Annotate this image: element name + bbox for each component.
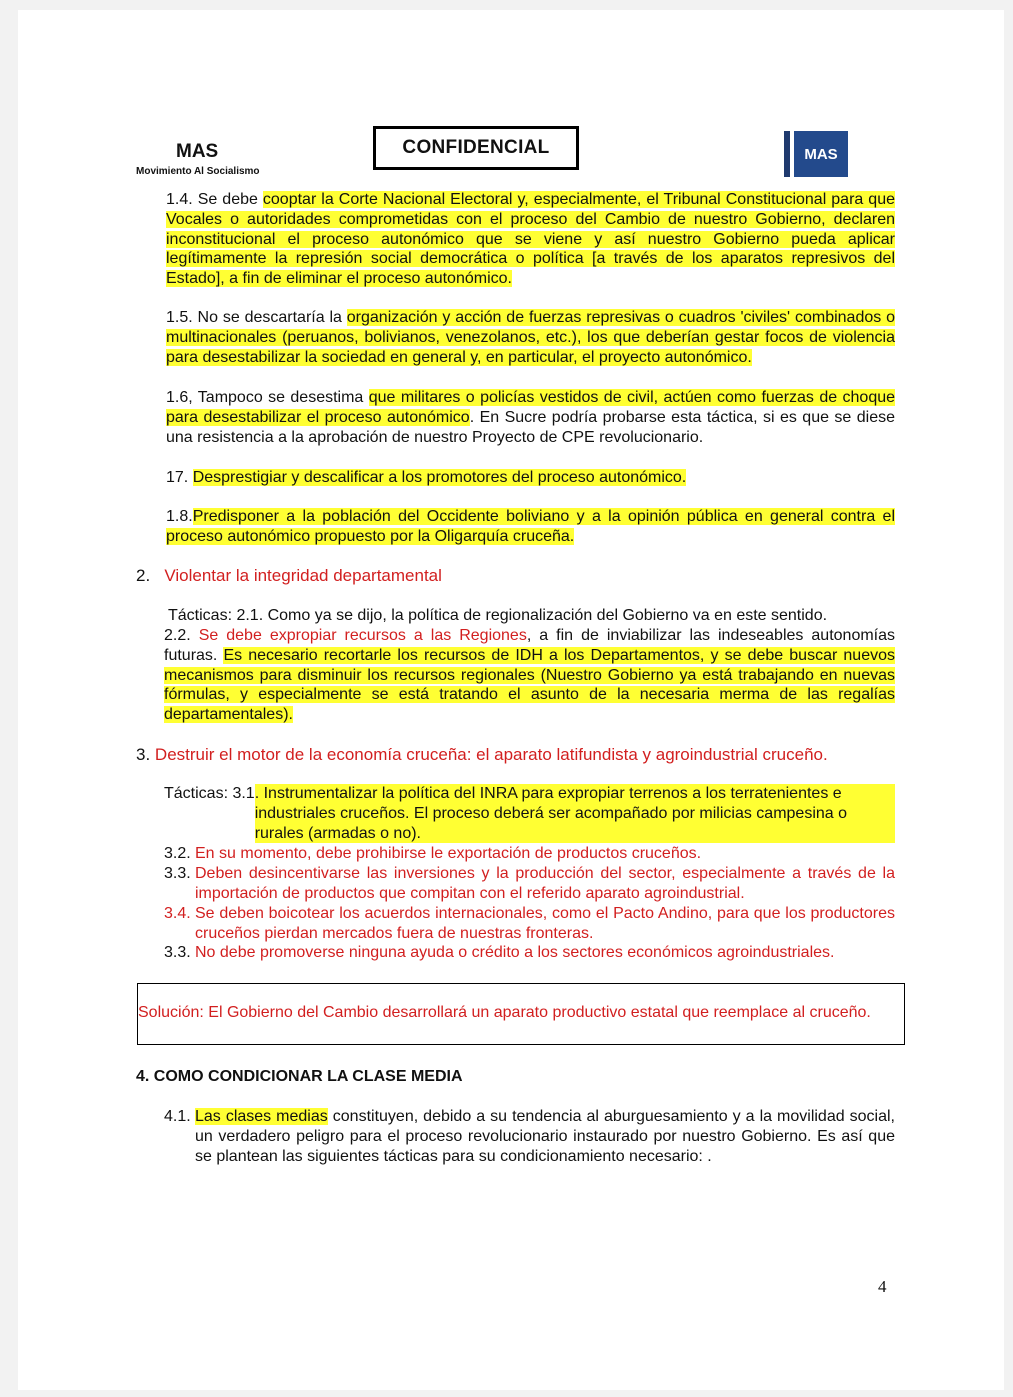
- section-3-title: Destruir el motor de la economía cruceña: el aparato latifundista y agroindustrial cruceño.: [154, 745, 828, 764]
- mas-logo: [784, 131, 848, 177]
- section-2-heading: [136, 566, 896, 586]
- paragraph-1-6-highlight: que militares o policías vestidos de civil, actúen como fuerzas de choque para desestabilizar el proceso autonómico: [166, 389, 896, 426]
- document-page: [18, 10, 1004, 1390]
- tactic-3-5: [164, 943, 895, 963]
- paragraph-1-8-lead: 1.8.: [166, 508, 193, 525]
- paragraph-1-4-highlight: cooptar la Corte Nacional Electoral y, especialmente, el Tribunal Constitucional para que Vocales o autoridades comprometidas con el proceso del Cambio de nuestro Gobierno, declaren inconstitucional el proceso autonómico que se viene y así nuestro Gobierno pueda aplicar legítimamente la represión social democrática o política [a través de los aparatos represivos del Estado], a fin de eliminar el proceso autonómico.: [166, 191, 895, 288]
- paragraph-1-8: [166, 507, 895, 547]
- paragraph-1-8-highlight: Predisponer a la población del Occidente boliviano y a la opinión pública en general contra el proceso autonómico propuesto por la Oligarquía cruceña.: [166, 508, 895, 545]
- tactic-3-3-text: Deben desincentivarse las inversiones y la producción del sector, especialmente a través de la importación de productos que compitan con el referido aparato agroindustrial.: [195, 865, 895, 902]
- section-4-heading: 4. COMO CONDICIONAR LA CLASE MEDIA: [136, 1068, 463, 1085]
- solution-text: Solución: El Gobierno del Cambio desarrollará un aparato productivo estatal que reemplace al cruceño.: [138, 1004, 871, 1021]
- paragraph-1-4-lead: 1.4. Se debe: [166, 191, 263, 208]
- tactic-3-2-number: 3.2.: [164, 845, 191, 862]
- tactic-2-2-number: 2.2.: [164, 627, 199, 644]
- tactic-3-2: [164, 844, 895, 864]
- paragraph-1-6: [166, 388, 895, 447]
- tactic-2-2-middle: , a fin de inviabilizar las indeseables autonomías futuras.: [164, 627, 896, 664]
- paragraph-1-7-highlight: Desprestigiar y descalificar a los promotores del proceso autonómico.: [192, 469, 687, 486]
- section-3-number: 3.: [136, 745, 151, 764]
- paragraph-1-4: [166, 190, 895, 289]
- tactic-3-5-text: No debe promoverse ninguna ayuda o crédito a los sectores económicos agroindustriales.: [195, 944, 835, 961]
- paragraph-1-6-lead: 1.6, Tampoco se desestima: [166, 389, 369, 406]
- tactic-2-1: Tácticas: 2.1. Como ya se dijo, la política de regionalización del Gobierno va en este sentido.: [168, 607, 828, 624]
- paragraph-1-6-tail: . En Sucre podría probarse esta táctica, si es que se diese una resistencia a la aprobación de nuestro Proyecto de CPE revolucionario.: [166, 408, 896, 446]
- section-3-heading: [136, 745, 896, 765]
- paragraph-4-1-text: constituyen, debido a su tendencia al aburguesamiento y a la movilidad social, un verdadero peligro para el proceso revolucionario instaurado por nuestro Gobierno. Es así que se plantean las siguientes tácticas para su condicionamiento necesario: .: [195, 1108, 895, 1165]
- confidential-label: CONFIDENCIAL: [402, 137, 550, 158]
- confidential-stamp: [373, 126, 579, 170]
- tactic-3-1-highlight: . Instrumentalizar la política del INRA para expropiar terrenos a los terratenientes e industriales cruceños. El proceso deberá ser acompañado por milicias campesina o rurales (armadas o no).: [255, 784, 895, 843]
- paragraph-1-5-highlight: organización y acción de fuerzas represivas o cuadros 'civiles' combinados o multinacionales (peruanos, bolivianos, venezolanos, etc.), los que deberían gestar focos de violencia para desestabilizar la sociedad en general y, en particular, el proyecto autonómico.: [166, 309, 895, 366]
- paragraph-1-7: [166, 468, 895, 488]
- tactic-3-3: [164, 864, 895, 904]
- paragraph-4-1: [164, 1107, 895, 1166]
- section-2-title: Violentar la integridad departamental: [164, 566, 442, 585]
- tactic-3-4-number: 3.4.: [164, 905, 191, 922]
- tactic-3-3-number: 3.3.: [164, 865, 191, 882]
- org-full-name: Movimiento Al Socialismo: [136, 166, 260, 177]
- solution-box: [137, 983, 905, 1045]
- tactic-2-2-highlight: Es necesario recortarle los recursos de IDH a los Departamentos, y se debe buscar nuevos mecanismos para disminuir los recursos regionales (Nuestro Gobierno ya está trabajando en nuevas fórmulas, y especialmente se está tratando el asunto de la necesaria merma de las regalías departamentales).: [164, 646, 895, 724]
- page-number: 4: [878, 1277, 887, 1296]
- tactic-3-4-text: Se deben boicotear los acuerdos internacionales, como el Pacto Andino, para que los productores cruceños pierdan mercados fuera de nuestras fronteras.: [195, 905, 895, 942]
- tactic-3-2-text: En su momento, debe prohibirse le exportación de productos cruceños.: [195, 845, 702, 862]
- tactic-3-5-number: 3.3.: [164, 944, 191, 961]
- tactic-3-1-label: Tácticas: 3.1: [164, 785, 255, 802]
- section-2-number: 2.: [136, 566, 151, 585]
- logo-bar: [784, 131, 790, 177]
- paragraph-4-1-highlight: Las clases medias: [195, 1108, 328, 1125]
- paragraph-1-7-lead: 17.: [166, 469, 193, 486]
- tactic-2-2-red: Se debe expropiar recursos a las Regiones: [198, 627, 527, 644]
- paragraph-1-5-lead: 1.5. No se descartaría la: [166, 309, 347, 326]
- logo-square: [794, 131, 848, 177]
- tactic-3-1: [164, 784, 895, 843]
- paragraph-4-1-number: 4.1.: [164, 1108, 191, 1125]
- logo-text: MAS: [804, 145, 838, 163]
- tactic-3-4: [164, 904, 895, 944]
- paragraph-4-1-body: [195, 1107, 895, 1166]
- paragraph-1-5: [166, 308, 895, 367]
- tactic-2-2: [164, 626, 895, 725]
- org-short-name: MAS: [176, 141, 219, 162]
